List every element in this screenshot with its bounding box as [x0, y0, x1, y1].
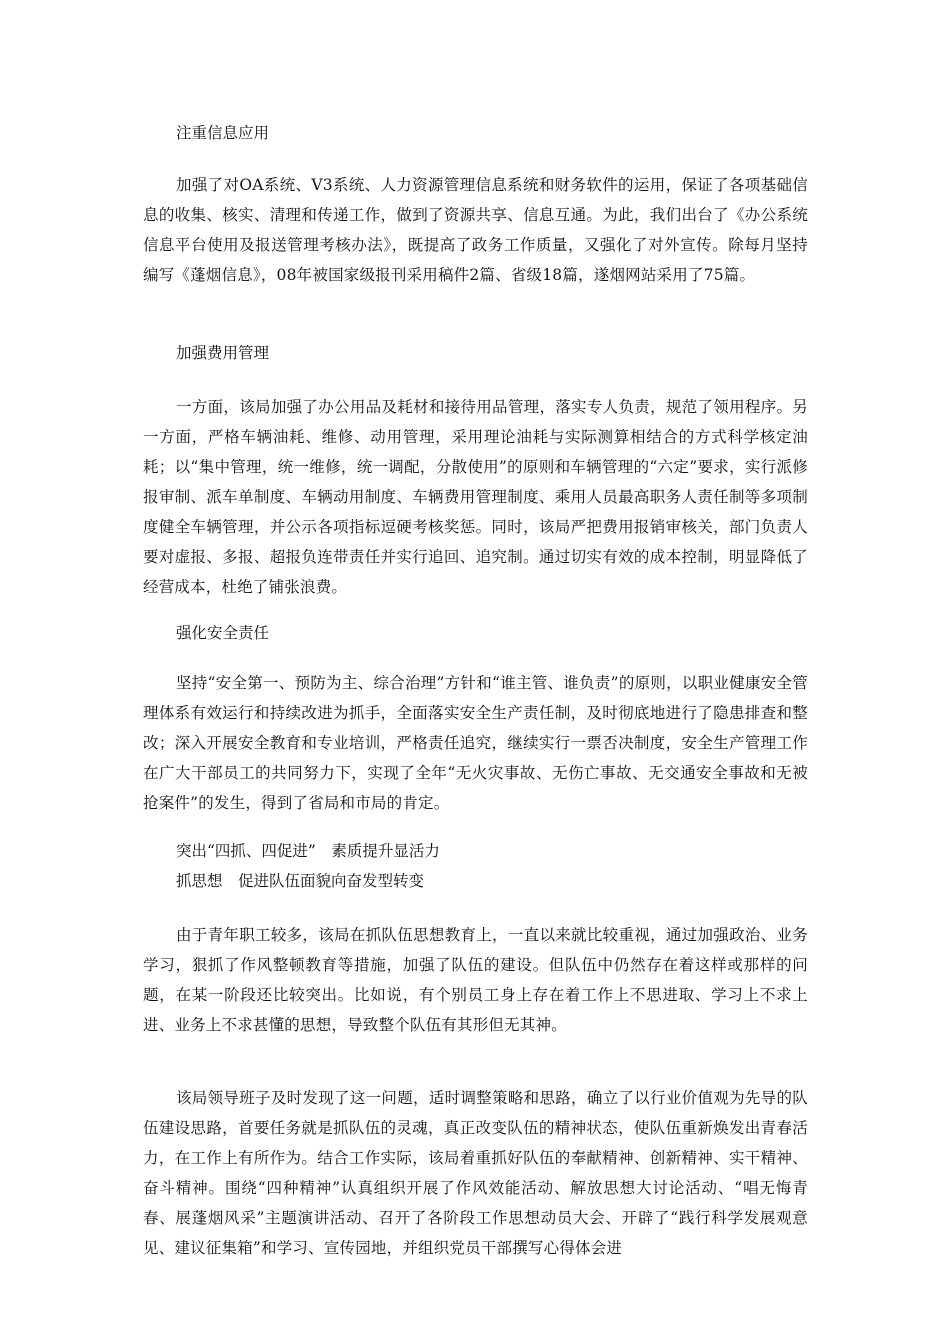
section-heading-quality: 突出“四抓、四促进” 素质提升显活力 — [176, 842, 440, 860]
section-heading-cost: 加强费用管理 — [176, 344, 270, 362]
paragraph: 由于青年职工较多，该局在抓队伍思想教育上，一直以来就比较重视，通过加强政治、业务学习，狠抓了作风整顿教育等措施，加强了队伍的建设。但队伍中仍然存在着这样或那样的问题，在某一阶段还比较突出。比如说，有个别员工身上存在着工作上不思进取、学习上不求上进、业务上不求甚懂的思想，导致整个队伍有其形但无其神。 — [143, 926, 808, 1034]
section-heading-safety: 强化安全责任 — [176, 624, 270, 642]
section-body-cost — [143, 392, 808, 602]
paragraph: 一方面，该局加强了办公用品及耗材和接待用品管理，落实专人负责，规范了领用程序。另一方面，严格车辆油耗、维修、动用管理，采用理论油耗与实际测算相结合的方式科学核定油耗；以“集中管理，统一维修，统一调配，分散使用”的原则和车辆管理的“六定”要求，实行派修报审制、派车单制度、车辆动用制度、车辆费用管理制度、乘用人员最高职务人责任制等多项制度健全车辆管理，并公示各项指标逗硬考核奖惩。同时，该局严把费用报销审核关，部门负责人要对虚报、多报、超报负连带责任并实行追回、追究制。通过切实有效的成本控制，明显降低了经营成本，杜绝了铺张浪费。 — [143, 398, 808, 596]
section-body-info — [143, 170, 808, 290]
section-body-thought-2 — [143, 1083, 808, 1263]
section-body-safety — [143, 668, 808, 818]
section-body-thought-1 — [143, 920, 808, 1040]
paragraph: 该局领导班子及时发现了这一问题，适时调整策略和思路，确立了以行业价值观为先导的队伍建设思路，首要任务就是抓队伍的灵魂，真正改变队伍的精神状态，使队伍重新焕发出青春活力，在工作上有所作为。结合工作实际，该局着重抓好队伍的奉献精神、创新精神、实干精神、奋斗精神。围绕“四种精神”认真组织开展了作风效能活动、解放思想大讨论活动、“唱无悔青春、展蓬烟风采”主题演讲活动、召开了各阶段工作思想动员大会、开辟了“践行科学发展观意见、建议征集箱”和学习、宣传园地，并组织党员干部撰写心得体会进 — [143, 1089, 808, 1257]
paragraph: 坚持“安全第一、预防为主、综合治理”方针和“谁主管、谁负责”的原则，以职业健康安全管理体系有效运行和持续改进为抓手，全面落实安全生产责任制，及时彻底地进行了隐患排查和整改；深入开展安全教育和专业培训，严格责任追究，继续实行一票否决制度，安全生产管理工作在广大干部员工的共同努力下，实现了全年“无火灾事故、无伤亡事故、无交通安全事故和无被抢案件”的发生，得到了省局和市局的肯定。 — [143, 674, 808, 812]
section-heading-info: 注重信息应用 — [176, 124, 270, 142]
section-subheading-thought: 抓思想 促进队伍面貌向奋发型转变 — [176, 872, 425, 890]
paragraph: 加强了对OA系统、V3系统、人力资源管理信息系统和财务软件的运用，保证了各项基础信息的收集、核实、清理和传递工作，做到了资源共享、信息互通。为此，我们出台了《办公系统信息平台使用及报送管理考核办法》，既提高了政务工作质量，又强化了对外宣传。除每月坚持编写《蓬烟信息》，08年被国家级报刊采用稿件2篇、省级18篇，遂烟网站采用了75篇。 — [143, 176, 808, 284]
